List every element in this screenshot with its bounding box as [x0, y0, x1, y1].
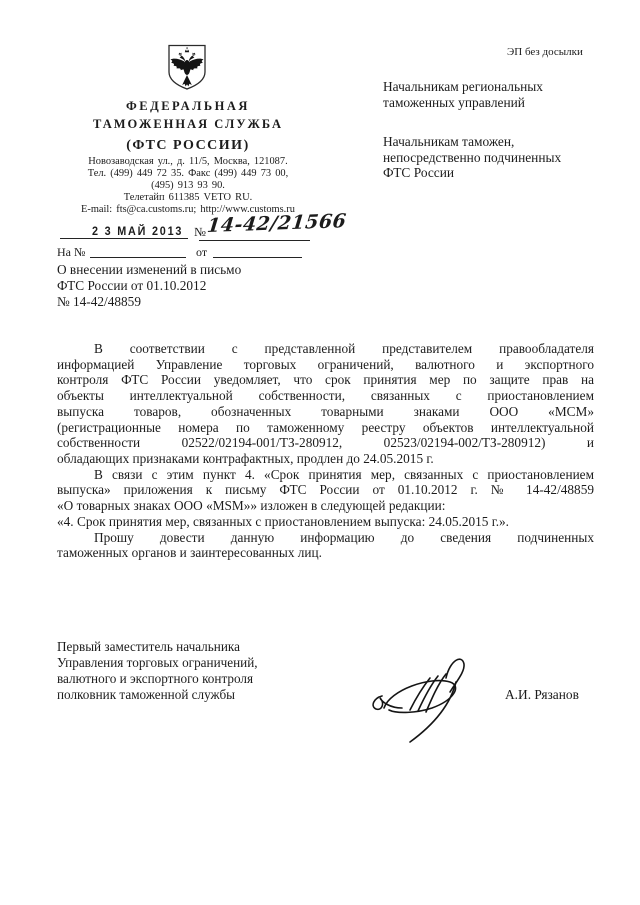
body-line: собственности 02522/02194-001/ТЗ-280912, 02523/02194-002/ТЗ-280912) и [57, 435, 594, 451]
date-stamp: 2 3 МАЙ 2013 [92, 224, 184, 238]
org-name-line: ФЕДЕРАЛЬНАЯ [126, 99, 250, 113]
text-line: О внесении изменений в письмо [57, 262, 242, 277]
text-line: ФТС России от 01.10.2012 [57, 277, 207, 293]
outgoing-number-handwritten: 14-42/21566 [206, 210, 348, 237]
org-name-line: ТАМОЖЕННАЯ СЛУЖБА [93, 117, 283, 131]
body-line: В связи с этим пункт 4. «Срок принятия мер, связанных с приостановлением [94, 466, 594, 482]
number-underline [199, 240, 310, 241]
body-line: обладающих признаками контрафактных, продлен до 24.05.2015 г. [57, 451, 434, 467]
body-line: выпуска» приложения к письму ФТС России от 01.10.2012 г. № 14-42/48859 [57, 482, 594, 498]
signatory-name: А.И. Рязанов [505, 687, 579, 702]
ref-date-underline [213, 257, 302, 258]
text-line: Тел. (499) 449 72 35. Факс (499) 449 73 00, [87, 168, 289, 179]
text-line: Телетайп 611385 VETO RU. [123, 192, 253, 203]
coat-of-arms-icon [166, 44, 208, 91]
number-label: № [194, 225, 206, 239]
org-name-block [61, 99, 315, 154]
subject-block [57, 262, 327, 310]
text-line: (495) 913 93 90. [151, 180, 225, 191]
text-line: Начальникам региональных [383, 79, 543, 94]
body-line: информацией Управление торговых ограничений, валютного и экспортного [57, 356, 594, 372]
signatory-title-block [57, 639, 258, 703]
addressee-block-regional [383, 79, 543, 110]
body-line: объекты интеллектуальной собственности, связанных с приостановлением [57, 388, 594, 404]
delivery-note: ЭП без досылки [507, 46, 583, 58]
address-block [40, 156, 336, 216]
body-line: (регистрационные номера по таможенному реестру объектов интеллектуальной [57, 419, 594, 435]
body-text [57, 341, 594, 561]
text-line: № 14-42/48859 [57, 293, 141, 309]
ref-na-label: На № [57, 245, 86, 259]
text-line: непосредственно подчиненных [383, 149, 562, 165]
body-line: Прошу довести данную информацию до сведения подчиненных [94, 529, 594, 545]
text-line: Первый заместитель начальника [57, 639, 240, 654]
text-line: ФТС России [383, 165, 455, 181]
text-line: полковник таможенной службы [57, 687, 236, 703]
text-line: валютного и экспортного контроля [57, 671, 254, 687]
body-line: В соответствии с представленной представителем правообладателя [94, 341, 594, 356]
body-line: таможенных органов и заинтересованных лиц. [57, 545, 322, 561]
ref-ot-label: от [196, 245, 208, 259]
body-line: «4. Срок принятия мер, связанных с приостановлением выпуска: 24.05.2015 г.». [57, 513, 510, 529]
addressee-block-customs [383, 134, 561, 181]
text-line: таможенных управлений [383, 94, 525, 110]
ref-number-underline [90, 257, 186, 258]
body-line: выпуска товаров, обозначенных товарными знаками ООО «МСМ» [57, 403, 594, 419]
org-abbrev: (ФТС РОССИИ) [126, 138, 250, 153]
signature-autograph [362, 648, 474, 748]
text-line: Управления торговых ограничений, [57, 655, 258, 671]
text-line: Начальникам таможен, [383, 134, 515, 149]
body-line: контроля ФТС России уведомляет, что срок принятия мер по защите прав на [57, 372, 594, 388]
text-line: Новозаводская ул., д. 11/5, Москва, 121087. [88, 156, 288, 167]
body-line: «О товарных знаках ООО «MSM»» изложен в следующей редакции: [57, 498, 446, 514]
date-underline [60, 238, 188, 239]
text-line: E-mail: fts@ca.customs.ru; http://www.customs.ru [81, 204, 295, 215]
